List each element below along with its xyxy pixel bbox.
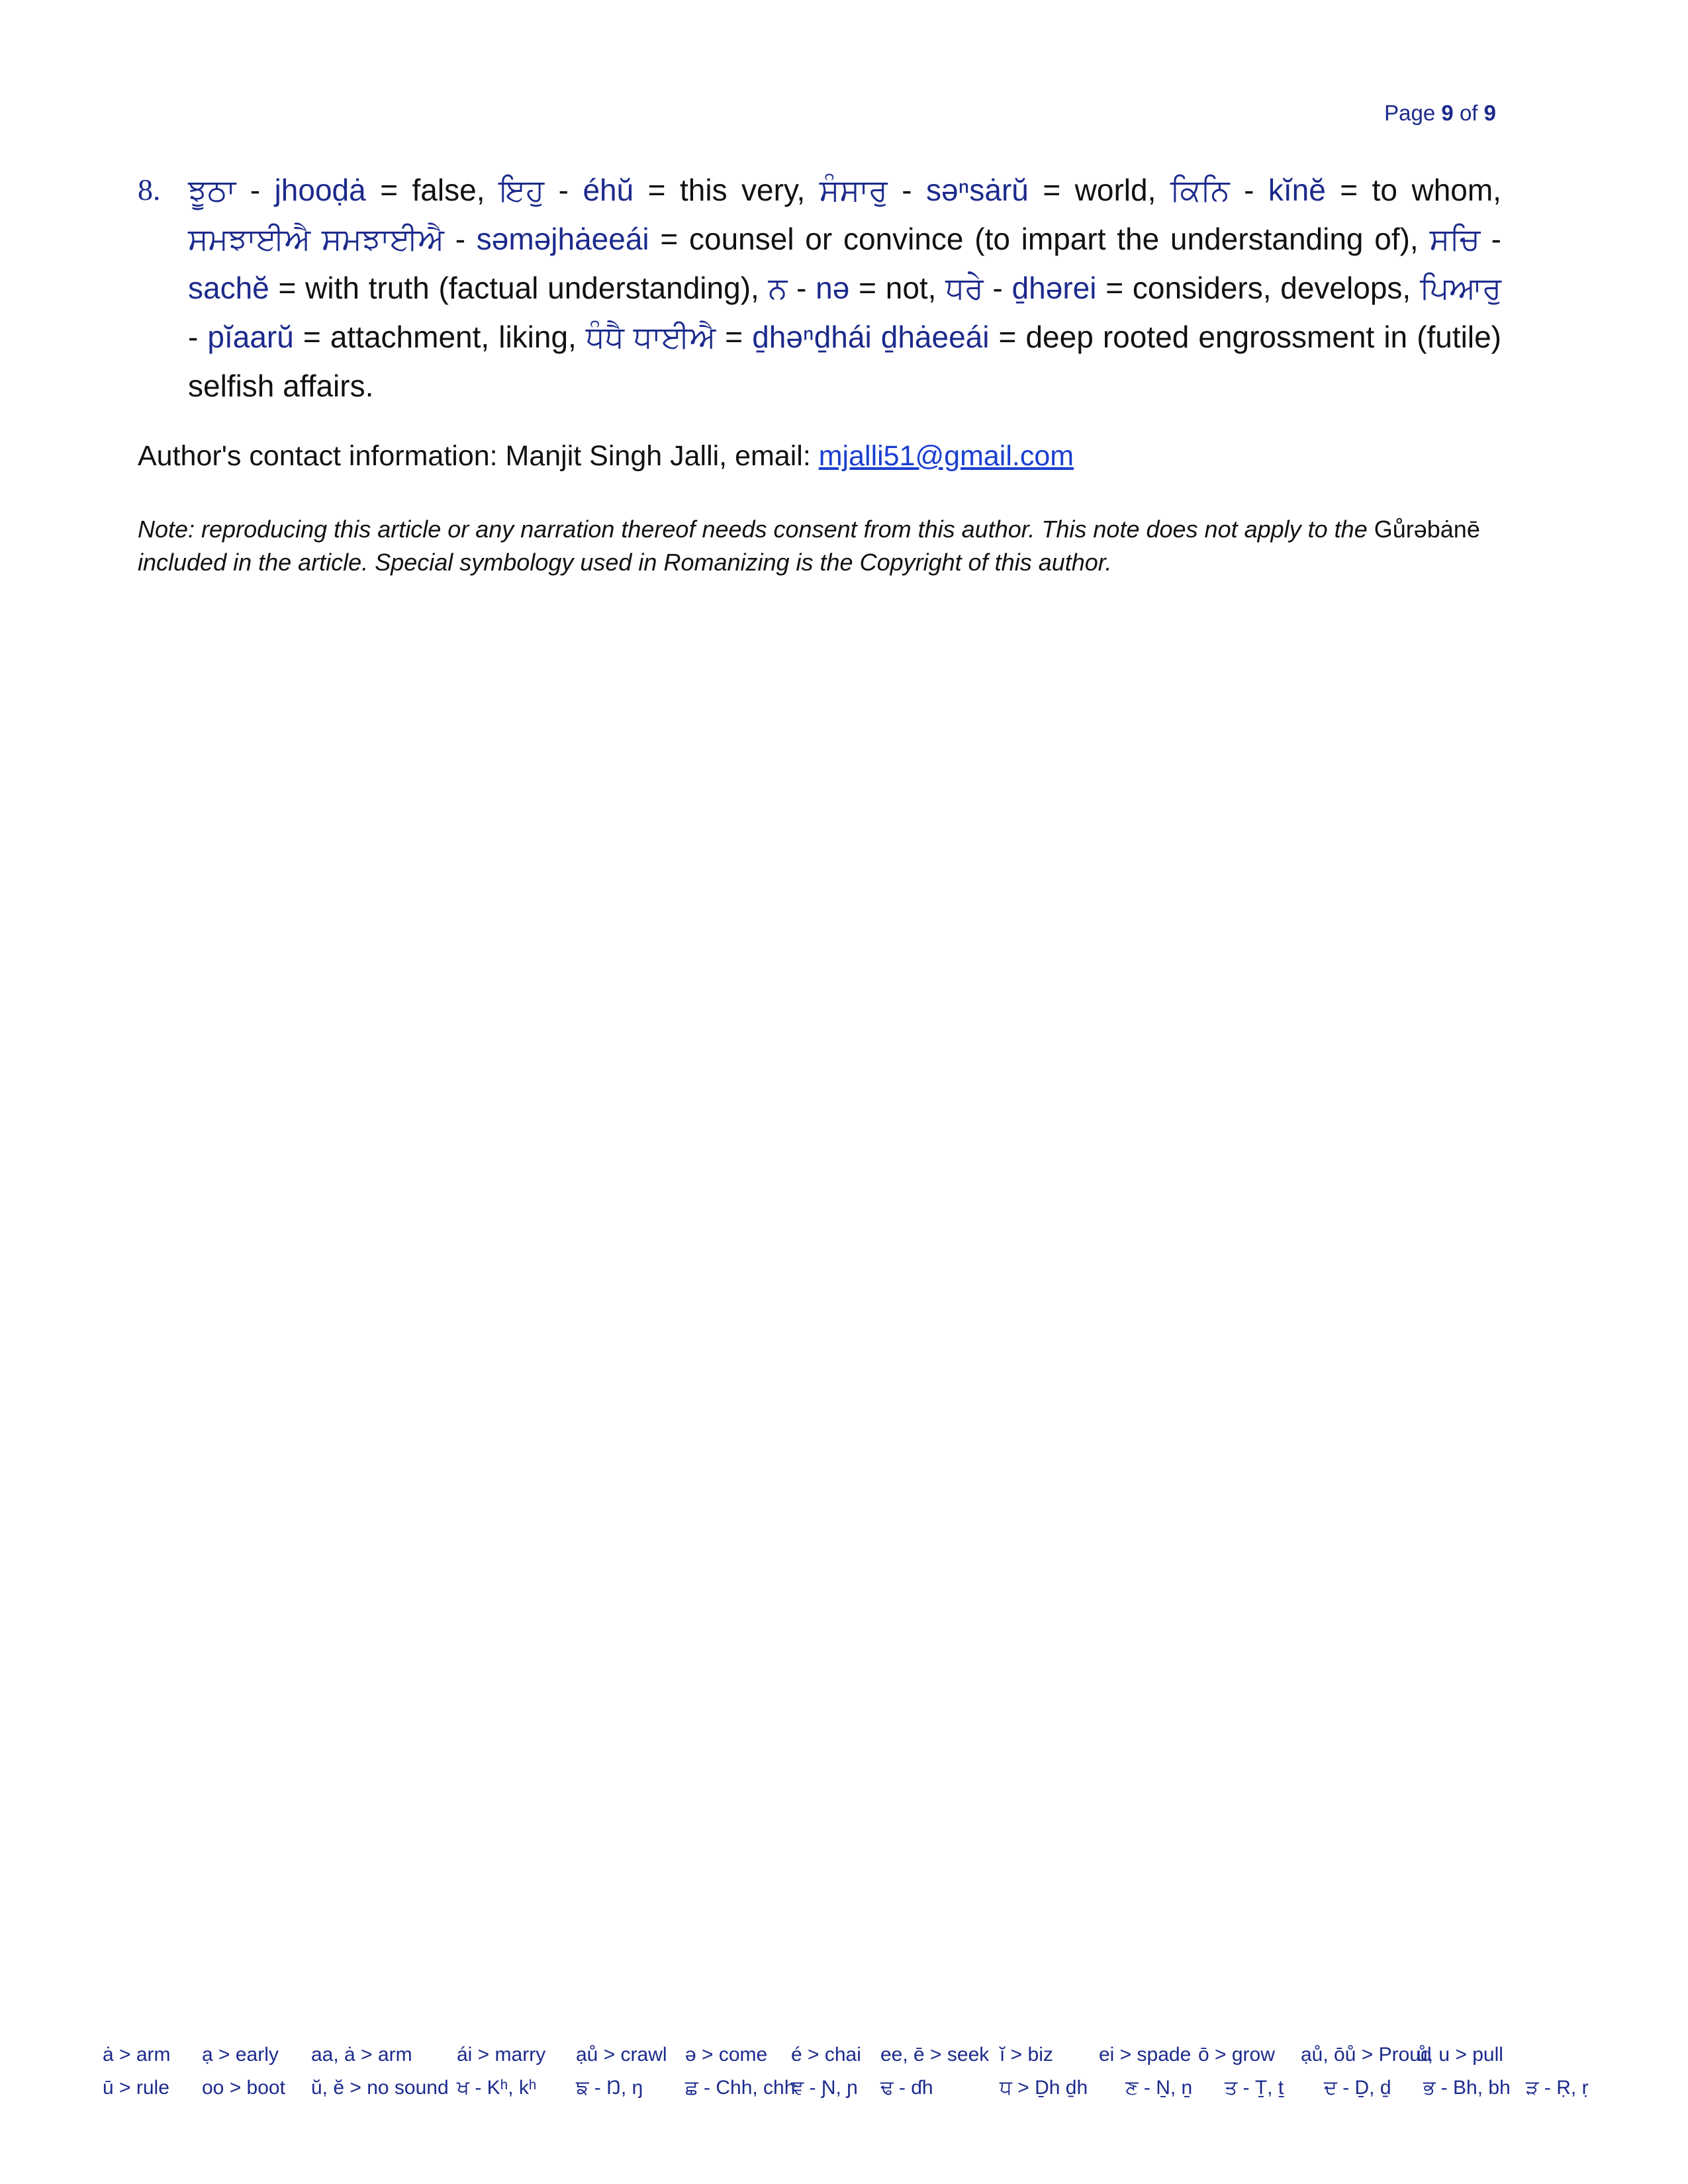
legend-item: ū > rule bbox=[103, 2077, 169, 2099]
term-gloss: = false, bbox=[365, 173, 499, 207]
page-total: 9 bbox=[1483, 101, 1496, 125]
note-term: Gůrəbȧnē bbox=[1374, 516, 1480, 543]
term-separator: - bbox=[544, 173, 583, 207]
term-romanized: kĭnĕ bbox=[1268, 173, 1326, 207]
legend-item: ái > marry bbox=[457, 2044, 546, 2066]
page-number bbox=[1384, 101, 1496, 126]
legend-item: ō > grow bbox=[1198, 2044, 1275, 2066]
term-romanized: pĭaarŭ bbox=[207, 320, 294, 354]
term-gurmukhi: ਇਹੁ bbox=[498, 173, 545, 207]
term-gloss: = to whom, bbox=[1325, 173, 1501, 207]
term-separator: - bbox=[1479, 222, 1501, 256]
term-gurmukhi: ਝੂਠਾ bbox=[188, 173, 236, 207]
note-part2: included in the article. Special symbology used in Romanizing is the Copyright of this author. bbox=[138, 549, 1112, 576]
term-separator: = bbox=[716, 320, 753, 354]
legend-item: ਞ - Ɲ, ɲ bbox=[791, 2077, 858, 2099]
glossary-term bbox=[1170, 173, 1501, 207]
legend-item: ਖ - Kʰ, kʰ bbox=[457, 2077, 537, 2099]
legend-item: ŭ, ĕ > no sound bbox=[311, 2077, 449, 2099]
term-gloss: = with truth (factual understanding), bbox=[269, 271, 769, 305]
contact-label: Author's contact information: Manjit Singh Jalli, email: bbox=[138, 440, 819, 472]
term-separator: - bbox=[983, 271, 1012, 305]
legend-item: oo > boot bbox=[202, 2077, 285, 2099]
term-romanized: səⁿsȧrŭ bbox=[926, 173, 1029, 207]
email-link[interactable]: mjalli51@gmail.com bbox=[818, 440, 1074, 472]
page-of: of bbox=[1453, 101, 1484, 125]
legend-item: ਤ - Ṯ, ṯ bbox=[1225, 2077, 1284, 2099]
legend-item: ਢ - ɗh bbox=[880, 2077, 933, 2099]
term-romanized: éhŭ bbox=[583, 173, 634, 207]
glossary-term bbox=[499, 173, 820, 207]
term-gloss: = world, bbox=[1028, 173, 1170, 207]
legend-item: ਣ - Ṉ, ṉ bbox=[1125, 2077, 1193, 2099]
glossary-term bbox=[945, 271, 1420, 305]
legend-item: ei > spade bbox=[1099, 2044, 1192, 2066]
term-gloss: = this very, bbox=[633, 173, 820, 207]
term-romanized: sachĕ bbox=[188, 271, 269, 305]
term-gurmukhi: ਧੰਧੈ ਧਾਈਐ bbox=[585, 320, 716, 354]
term-romanized: nə bbox=[816, 271, 850, 305]
note-part1: Note: reproducing this article or any narration thereof needs consent from this author. This note does not apply to the bbox=[138, 516, 1374, 543]
term-gloss: = not, bbox=[849, 271, 946, 305]
legend-item: ਭ - Bh, bh bbox=[1423, 2077, 1511, 2099]
legend-item: ਙ - Ŋ, ŋ bbox=[576, 2077, 643, 2099]
term-gloss: = attachment, liking, bbox=[293, 320, 586, 354]
term-separator: - bbox=[787, 271, 816, 305]
glossary-term bbox=[769, 271, 946, 305]
legend-item: ĭ > biz bbox=[1000, 2044, 1053, 2066]
legend-item: ạů > crawl bbox=[576, 2044, 667, 2066]
term-romanized: ḏhərei bbox=[1011, 271, 1097, 305]
term-separator: - bbox=[887, 173, 927, 207]
term-gurmukhi: ਸੰਸਾਰੁ bbox=[819, 173, 888, 207]
legend-item: ů, u > pull bbox=[1417, 2044, 1503, 2066]
term-gloss: = counsel or convince (to impart the understanding of), bbox=[649, 222, 1430, 256]
glossary-term bbox=[188, 222, 1429, 256]
legend-item: ạ > early bbox=[202, 2044, 279, 2066]
legend-item: é > chai bbox=[791, 2044, 861, 2066]
glossary-entry bbox=[138, 165, 1501, 410]
legend-item: ạů, ōů > Proud bbox=[1301, 2044, 1432, 2066]
term-separator: - bbox=[236, 173, 275, 207]
term-gurmukhi: ਧਰੇ bbox=[945, 271, 984, 305]
term-separator: - bbox=[1229, 173, 1268, 207]
term-separator: - bbox=[188, 320, 208, 354]
page-prefix: Page bbox=[1384, 101, 1442, 125]
term-romanized: jhooḍȧ bbox=[274, 173, 366, 207]
legend-item: ȧ > arm bbox=[103, 2044, 171, 2066]
term-gurmukhi: ਸਮਝਾਈਐ ਸਮਝਾਈਐ bbox=[188, 222, 444, 256]
entry-number: 8. bbox=[138, 173, 161, 206]
legend-item: ਛ - Chh, chh bbox=[685, 2077, 796, 2099]
author-contact bbox=[138, 440, 1074, 473]
page-current: 9 bbox=[1441, 101, 1454, 125]
term-gloss: = considers, develops, bbox=[1096, 271, 1420, 305]
legend-item: ਧ > Ḏh ḏh bbox=[1000, 2077, 1088, 2099]
glossary-term bbox=[188, 173, 499, 207]
legend-item: ੜ - Ṛ, ṛ bbox=[1526, 2077, 1589, 2099]
term-separator: - bbox=[444, 222, 477, 256]
legend-item: ee, ē > seek bbox=[880, 2044, 990, 2066]
glossary-term bbox=[820, 173, 1170, 207]
copyright-note bbox=[138, 513, 1501, 579]
term-gurmukhi: ਪਿਆਰੁ bbox=[1419, 271, 1502, 305]
term-gloss: = deep rooted engrossment in (futile) selfish affairs. bbox=[188, 320, 1501, 403]
term-romanized: səməjhȧeeái bbox=[476, 222, 649, 256]
legend-row-vowels bbox=[103, 2044, 1625, 2077]
glossary-body bbox=[188, 165, 1501, 410]
legend-row-consonants bbox=[103, 2077, 1625, 2110]
legend-item: ə > come bbox=[685, 2044, 768, 2066]
legend-item: ਦ - Ḏ, ḏ bbox=[1324, 2077, 1391, 2099]
pronunciation-legend bbox=[103, 2044, 1625, 2110]
legend-item: aa, ȧ > arm bbox=[311, 2044, 412, 2066]
term-gurmukhi: ਕਿਨਿ bbox=[1170, 173, 1230, 207]
term-romanized: ḏhəⁿḏhái ḏhȧeeái bbox=[752, 320, 990, 354]
term-gurmukhi: ਸਚਿ bbox=[1429, 222, 1480, 256]
term-gurmukhi: ਨ bbox=[768, 271, 788, 305]
